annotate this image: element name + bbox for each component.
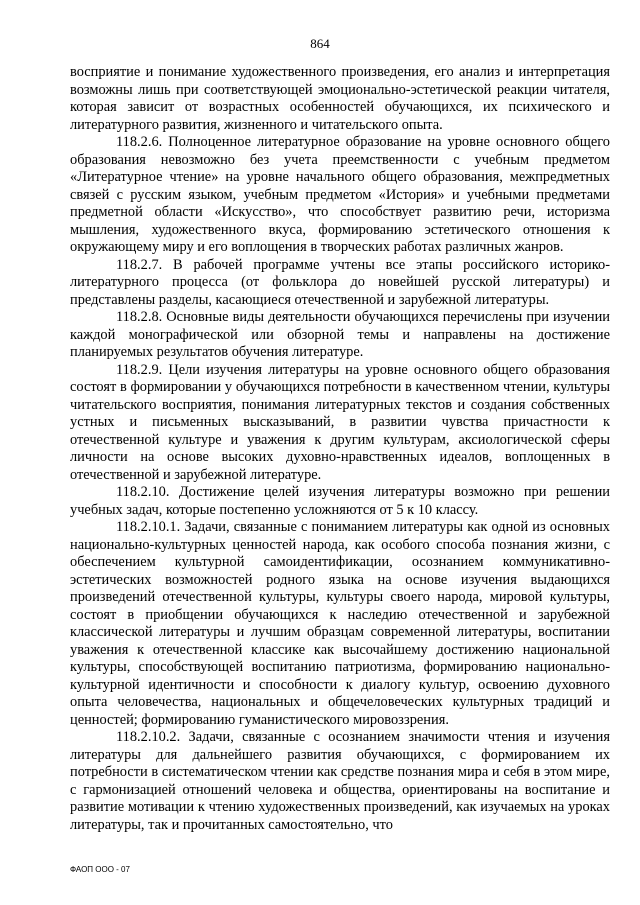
- document-body: [70, 64, 610, 834]
- paragraph-118-2-6: 118.2.6. Полноценное литературное образование на уровне основного общего образования невозможно без учета преемственности с учебным предметом «Литературное чтение» на уровне начального общего образования, межпредметных связей с русским языком, учебным предметом «История» и учебными предметами предметной области «Искусство», что способствует развитию речи, историзма мышления, художественного вкуса, формированию эстетического отношения к окружающему миру и его воплощения в творческих работах различных жанров.: [70, 134, 610, 255]
- paragraph-118-2-10-1: 118.2.10.1. Задачи, связанные с пониманием литературы как одной из основных национально-культурных ценностей народа, как особого способа познания жизни, с обеспечением культурной самоидентификации, осознанием коммуникативно-эстетических возможностей родного языка на основе изучения выдающихся произведений отечественной культуры, культуры своего народа, мировой культуры, состоят в приобщении обучающихся к наследию отечественной и зарубежной классической литературы и лучшим образцам современной литературы, воспитании уважения к отечественной классике как высочайшему достижению национальной культуры, способствующей воспитанию патриотизма, формированию национально-культурной идентичности и способности к диалогу культур, освоению духовного опыта человечества, национальных и общечеловеческих культурных традиций и ценностей; формированию гуманистического мировоззрения.: [70, 519, 610, 728]
- paragraph-118-2-10: 118.2.10. Достижение целей изучения литературы возможно при решении учебных задач, которые постепенно усложняются от 5 к 10 классу.: [70, 484, 610, 518]
- paragraph-continuation: восприятие и понимание художественного произведения, его анализ и интерпретация возможны лишь при соответствующей эмоционально-эстетической реакции читателя, которая зависит от возрастных особенностей обучающихся, их психического и литературного развития, жизненного и читательского опыта.: [70, 64, 610, 133]
- paragraph-118-2-10-2: 118.2.10.2. Задачи, связанные с осознанием значимости чтения и изучения литературы для дальнейшего развития обучающихся, с формированием их потребности в систематическом чтении как средстве познания мира и себя в этом мире, с гармонизацией отношений человека и общества, ориентированы на воспитание и развитие мотивации к чтению художественных произведений, как изучаемых на уроках литературы, так и прочитанных самостоятельно, что: [70, 729, 610, 833]
- paragraph-118-2-9: 118.2.9. Цели изучения литературы на уровне основного общего образования состоят в формировании у обучающихся потребности в качественном чтении, культуры читательского восприятия, понимания литературных текстов и создания собственных устных и письменных высказываний, в развитии чувства причастности к отечественной культуре и уважения к другим культурам, аксиологической сферы личности на основе высоких духовно-нравственных идеалов, воплощенных в отечественной и зарубежной литературе.: [70, 361, 610, 483]
- page-number: 864: [310, 36, 330, 51]
- paragraph-118-2-7: 118.2.7. В рабочей программе учтены все этапы российского историко-литературного процесса (от фольклора до новейшей русской литературы) и представлены разделы, касающиеся отечественной и зарубежной литературы.: [70, 256, 610, 308]
- paragraph-118-2-8: 118.2.8. Основные виды деятельности обучающихся перечислены при изучении каждой монографической или обзорной темы и направлены на достижение планируемых результатов обучения литературе.: [70, 309, 610, 360]
- document-footer: ФАОП ООО - 07: [70, 865, 130, 874]
